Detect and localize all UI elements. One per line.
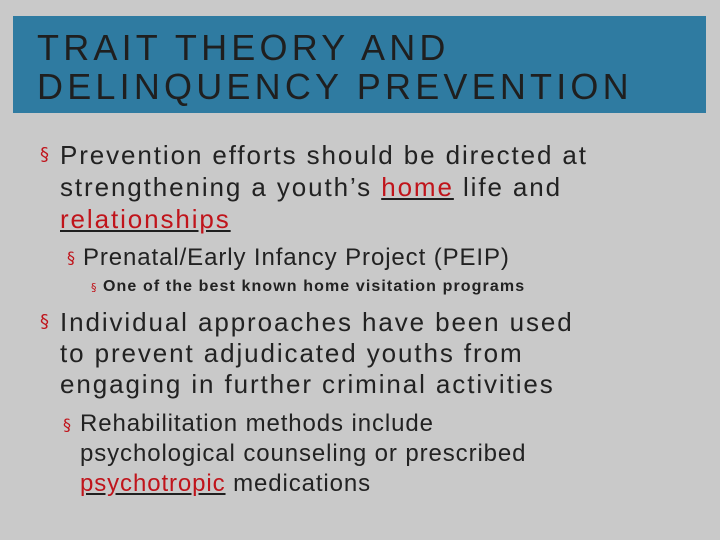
point2-sub-line3-text-b: medications [225,470,372,497]
relationships-link[interactable]: relationships [60,204,231,234]
slide-title-line-2: DELINQUENCY PREVENTION [37,66,633,107]
point2-sub-line2: psychological counseling or prescribed [80,440,527,467]
point2-line1: Individual approaches have been used [60,307,574,337]
psychotropic-link[interactable]: psychotropic [80,470,226,497]
point1-subsub-text: One of the best known home visitation programs [103,278,526,295]
point1-line2-text-b: life and [453,172,563,202]
point1-line2 [60,172,562,203]
point1-sub-text: Prenatal/Early Infancy Project (PEIP) [83,244,510,271]
point1-line2-text-a: strengthening a youth’s [60,172,382,202]
point2-line3: engaging in further criminal activities [60,369,555,399]
bullet-icon: § [40,144,49,165]
home-link[interactable]: home [381,172,454,202]
point2-line2: to prevent adjudicated youths from [60,338,524,368]
point2-sub-line3 [80,469,371,499]
point1-line1: Prevention efforts should be directed at [60,140,588,170]
slide-title-line-1: TRAIT THEORY AND [37,27,450,68]
bullet-icon-2: § [40,311,49,332]
point2-sub-line1: Rehabilitation methods include [80,410,434,437]
sub-sub-bullet-icon: § [91,281,97,294]
sub-bullet-icon-2: § [63,415,71,434]
sub-bullet-icon: § [67,248,75,267]
